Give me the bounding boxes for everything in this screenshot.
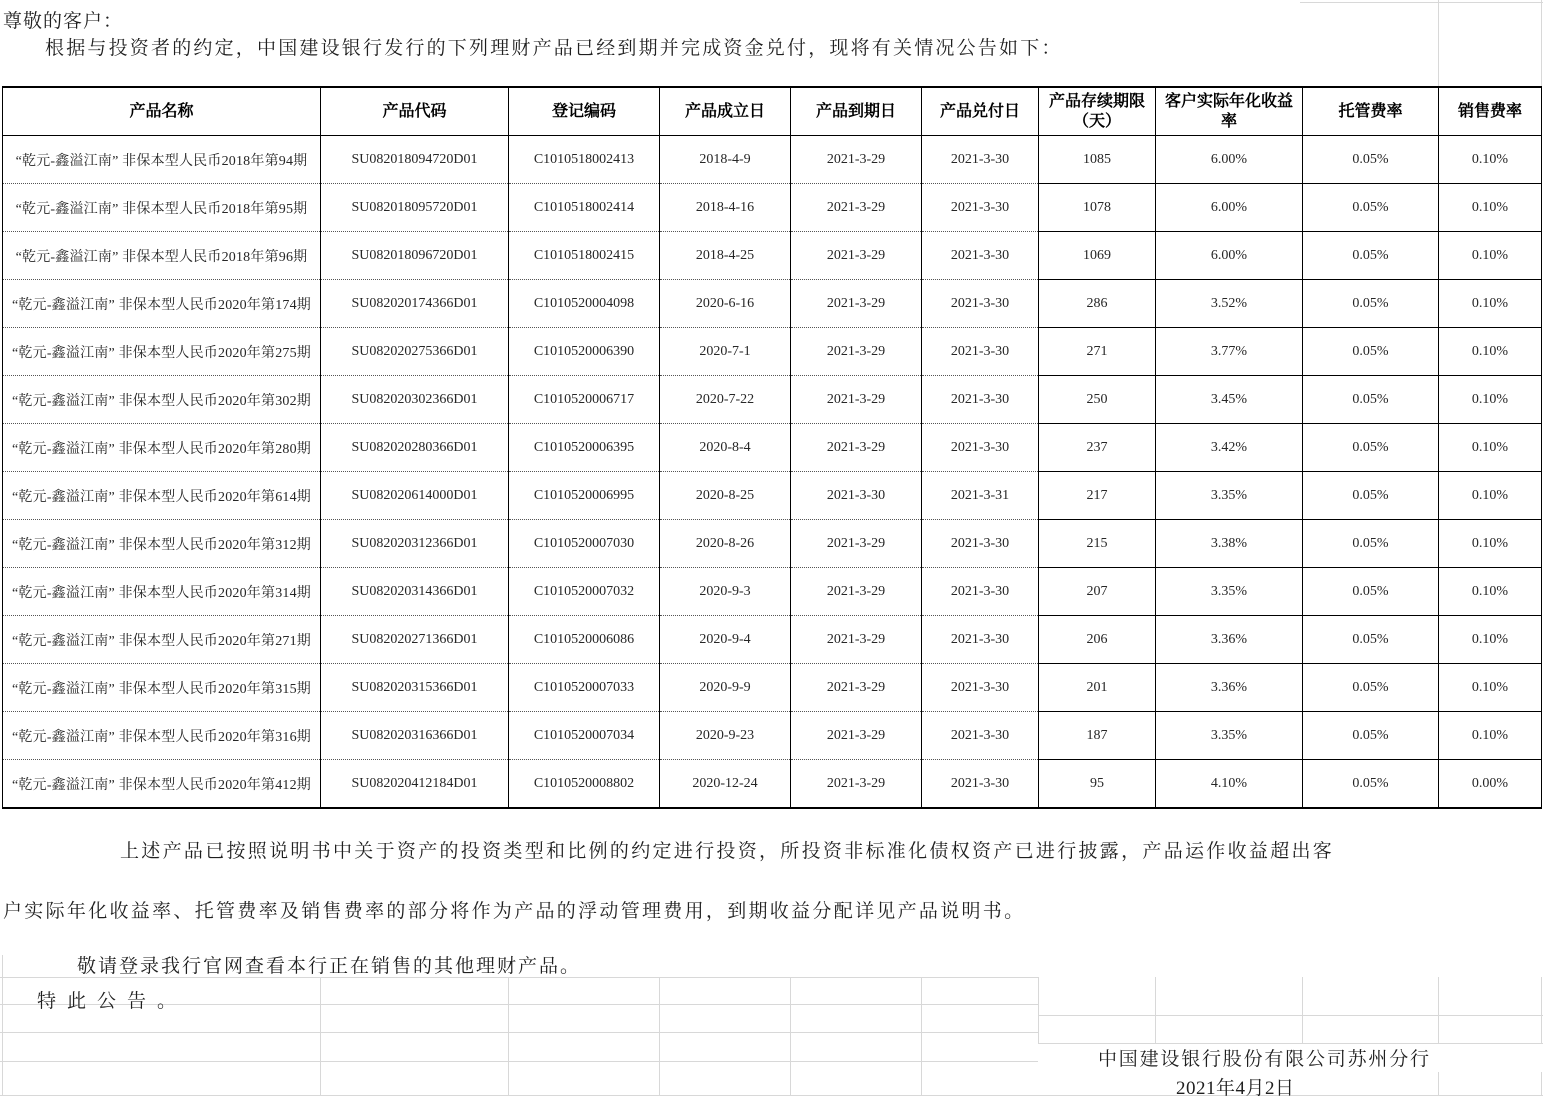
cell-name: “乾元-鑫溢江南” 非保本型人民币2020年第315期 (3, 664, 321, 712)
footer-closing: 特此公告。 (37, 991, 188, 1012)
cell-custody: 0.05% (1303, 376, 1439, 424)
products-table (2, 86, 1542, 809)
table-row (3, 184, 1542, 232)
cell-code: SU082020312366D01 (321, 520, 509, 568)
cell-sales: 0.10% (1439, 664, 1542, 712)
cell-reg: C1010520007030 (509, 520, 660, 568)
cell-start: 2020-6-16 (660, 280, 791, 328)
cell-start: 2018-4-16 (660, 184, 791, 232)
table-row (3, 280, 1542, 328)
cell-days: 237 (1039, 424, 1156, 472)
gridline-bottom-h-left-3 (0, 1032, 1038, 1033)
cell-days: 1085 (1039, 136, 1156, 184)
cell-reg: C1010520007033 (509, 664, 660, 712)
column-header-days: 产品存续期限 （天） (1039, 87, 1156, 136)
cell-code: SU082020412184D01 (321, 760, 509, 809)
column-header-name: 产品名称 (3, 87, 321, 136)
cell-sales: 0.10% (1439, 616, 1542, 664)
cell-days: 1078 (1039, 184, 1156, 232)
cell-name: “乾元-鑫溢江南” 非保本型人民币2018年第94期 (3, 136, 321, 184)
cell-name: “乾元-鑫溢江南” 非保本型人民币2020年第316期 (3, 712, 321, 760)
cell-start: 2020-7-22 (660, 376, 791, 424)
table-row (3, 760, 1542, 809)
gridline-bottom-v-4 (790, 977, 791, 1095)
cell-start: 2020-9-9 (660, 664, 791, 712)
table-row (3, 616, 1542, 664)
cell-reg: C1010520006086 (509, 616, 660, 664)
cell-days: 95 (1039, 760, 1156, 809)
cell-payment: 2021-3-30 (922, 664, 1039, 712)
cell-days: 206 (1039, 616, 1156, 664)
cell-payment: 2021-3-30 (922, 616, 1039, 664)
cell-maturity: 2021-3-29 (791, 184, 922, 232)
cell-payment: 2021-3-30 (922, 712, 1039, 760)
column-header-code: 产品代码 (321, 87, 509, 136)
gridline-bottom-v-8 (1302, 977, 1303, 1043)
cell-custody: 0.05% (1303, 760, 1439, 809)
cell-sales: 0.10% (1439, 136, 1542, 184)
cell-name: “乾元-鑫溢江南” 非保本型人民币2020年第275期 (3, 328, 321, 376)
cell-code: SU082020302366D01 (321, 376, 509, 424)
gridline-bottom-v-6 (1038, 977, 1039, 1043)
cell-sales: 0.10% (1439, 712, 1542, 760)
gridline-bottom-v-5 (921, 977, 922, 1095)
cell-start: 2018-4-25 (660, 232, 791, 280)
cell-maturity: 2021-3-29 (791, 424, 922, 472)
cell-reg: C1010520006395 (509, 424, 660, 472)
cell-maturity: 2021-3-29 (791, 328, 922, 376)
cell-sales: 0.00% (1439, 760, 1542, 809)
cell-yield: 3.77% (1156, 328, 1303, 376)
cell-maturity: 2021-3-29 (791, 136, 922, 184)
cell-custody: 0.05% (1303, 280, 1439, 328)
cell-name: “乾元-鑫溢江南” 非保本型人民币2020年第312期 (3, 520, 321, 568)
column-header-reg: 登记编码 (509, 87, 660, 136)
cell-payment: 2021-3-30 (922, 184, 1039, 232)
cell-reg: C1010518002413 (509, 136, 660, 184)
cell-code: SU082020174366D01 (321, 280, 509, 328)
cell-start: 2020-9-23 (660, 712, 791, 760)
cell-name: “乾元-鑫溢江南” 非保本型人民币2020年第314期 (3, 568, 321, 616)
cell-sales: 0.10% (1439, 520, 1542, 568)
cell-start: 2020-8-4 (660, 424, 791, 472)
cell-custody: 0.05% (1303, 232, 1439, 280)
cell-name: “乾元-鑫溢江南” 非保本型人民币2020年第280期 (3, 424, 321, 472)
cell-maturity: 2021-3-29 (791, 376, 922, 424)
gridline-bottom-v-9 (1438, 977, 1439, 1043)
cell-sales: 0.10% (1439, 328, 1542, 376)
cell-custody: 0.05% (1303, 328, 1439, 376)
table-body (3, 136, 1542, 809)
cell-yield: 3.35% (1156, 568, 1303, 616)
cell-custody: 0.05% (1303, 568, 1439, 616)
cell-name: “乾元-鑫溢江南” 非保本型人民币2018年第95期 (3, 184, 321, 232)
intro-text: 根据与投资者的约定，中国建设银行发行的下列理财产品已经到期并完成资金兑付，现将有关情况公告如下： (45, 38, 1063, 59)
cell-days: 250 (1039, 376, 1156, 424)
cell-yield: 3.45% (1156, 376, 1303, 424)
table-row (3, 712, 1542, 760)
salutation-text: 尊敬的客户： (3, 11, 124, 32)
cell-code: SU082020280366D01 (321, 424, 509, 472)
column-header-payment: 产品兑付日 (922, 87, 1039, 136)
table-header (3, 87, 1542, 136)
table-row (3, 520, 1542, 568)
cell-code: SU082020315366D01 (321, 664, 509, 712)
cell-custody: 0.05% (1303, 472, 1439, 520)
table-row (3, 136, 1542, 184)
gridline-bottom-v-1 (320, 977, 321, 1095)
cell-days: 271 (1039, 328, 1156, 376)
cell-name: “乾元-鑫溢江南” 非保本型人民币2020年第412期 (3, 760, 321, 809)
cell-custody: 0.05% (1303, 664, 1439, 712)
cell-reg: C1010520004098 (509, 280, 660, 328)
cell-payment: 2021-3-30 (922, 232, 1039, 280)
cell-name: “乾元-鑫溢江南” 非保本型人民币2020年第614期 (3, 472, 321, 520)
cell-custody: 0.05% (1303, 616, 1439, 664)
cell-name: “乾元-鑫溢江南” 非保本型人民币2018年第96期 (3, 232, 321, 280)
cell-yield: 3.42% (1156, 424, 1303, 472)
gridline-bottom-v-3 (659, 977, 660, 1095)
gridline-top-vertical-2 (1541, 0, 1542, 86)
gridline-bottom-h-right-1 (1038, 1015, 1543, 1016)
cell-days: 217 (1039, 472, 1156, 520)
cell-start: 2020-8-26 (660, 520, 791, 568)
cell-payment: 2021-3-30 (922, 376, 1039, 424)
cell-yield: 6.00% (1156, 232, 1303, 280)
cell-payment: 2021-3-30 (922, 328, 1039, 376)
gridline-top-horizontal (1300, 2, 1543, 3)
cell-days: 1069 (1039, 232, 1156, 280)
cell-sales: 0.10% (1439, 424, 1542, 472)
cell-custody: 0.05% (1303, 184, 1439, 232)
cell-reg: C1010520006390 (509, 328, 660, 376)
cell-yield: 3.35% (1156, 712, 1303, 760)
gridline-top-vertical-1 (1438, 0, 1439, 86)
cell-name: “乾元-鑫溢江南” 非保本型人民币2020年第174期 (3, 280, 321, 328)
cell-reg: C1010518002414 (509, 184, 660, 232)
footer-paragraph-line2: 户实际年化收益率、托管费率及销售费率的部分将作为产品的浮动管理费用，到期收益分配详见产品说明书。 (3, 901, 1026, 922)
cell-name: “乾元-鑫溢江南” 非保本型人民币2020年第271期 (3, 616, 321, 664)
gridline-bottom-v-0 (2, 955, 3, 1095)
cell-maturity: 2021-3-29 (791, 568, 922, 616)
cell-yield: 3.38% (1156, 520, 1303, 568)
cell-code: SU082020614000D01 (321, 472, 509, 520)
column-header-yield: 客户实际年化收益 率 (1156, 87, 1303, 136)
cell-yield: 6.00% (1156, 136, 1303, 184)
cell-code: SU082020275366D01 (321, 328, 509, 376)
cell-code: SU082020316366D01 (321, 712, 509, 760)
cell-days: 201 (1039, 664, 1156, 712)
cell-days: 187 (1039, 712, 1156, 760)
cell-reg: C1010520007034 (509, 712, 660, 760)
cell-name: “乾元-鑫溢江南” 非保本型人民币2020年第302期 (3, 376, 321, 424)
cell-payment: 2021-3-30 (922, 760, 1039, 809)
cell-maturity: 2021-3-29 (791, 232, 922, 280)
cell-code: SU082018095720D01 (321, 184, 509, 232)
cell-maturity: 2021-3-29 (791, 664, 922, 712)
cell-sales: 0.10% (1439, 376, 1542, 424)
table-row (3, 664, 1542, 712)
signature-bank-name: 中国建设银行股份有限公司苏州分行 (1098, 1049, 1431, 1070)
cell-sales: 0.10% (1439, 280, 1542, 328)
cell-payment: 2021-3-30 (922, 136, 1039, 184)
table-row (3, 232, 1542, 280)
table-row (3, 472, 1542, 520)
cell-days: 215 (1039, 520, 1156, 568)
cell-code: SU082018096720D01 (321, 232, 509, 280)
cell-custody: 0.05% (1303, 136, 1439, 184)
cell-reg: C1010520006995 (509, 472, 660, 520)
cell-start: 2020-9-3 (660, 568, 791, 616)
cell-sales: 0.10% (1439, 232, 1542, 280)
cell-sales: 0.10% (1439, 184, 1542, 232)
table-row (3, 424, 1542, 472)
column-header-start: 产品成立日 (660, 87, 791, 136)
cell-start: 2020-9-4 (660, 616, 791, 664)
gridline-bottom-h-full (0, 1095, 1543, 1096)
cell-maturity: 2021-3-29 (791, 280, 922, 328)
gridline-bottom-v-12 (1541, 1072, 1542, 1095)
cell-reg: C1010520006717 (509, 376, 660, 424)
cell-maturity: 2021-3-29 (791, 760, 922, 809)
table-row (3, 328, 1542, 376)
cell-maturity: 2021-3-30 (791, 472, 922, 520)
cell-yield: 3.36% (1156, 664, 1303, 712)
cell-maturity: 2021-3-29 (791, 712, 922, 760)
cell-sales: 0.10% (1439, 568, 1542, 616)
gridline-bottom-v-10 (1438, 1072, 1439, 1095)
cell-yield: 3.35% (1156, 472, 1303, 520)
gridline-bottom-h-left-4 (0, 1061, 1038, 1062)
cell-yield: 4.10% (1156, 760, 1303, 809)
cell-payment: 2021-3-30 (922, 568, 1039, 616)
cell-custody: 0.05% (1303, 520, 1439, 568)
cell-sales: 0.10% (1439, 472, 1542, 520)
cell-start: 2018-4-9 (660, 136, 791, 184)
gridline-bottom-v-2 (508, 977, 509, 1095)
footer-paragraph-line1: 上述产品已按照说明书中关于资产的投资类型和比例的约定进行投资，所投资非标准化债权资产已进行披露，产品运作收益超出客 (120, 841, 1335, 862)
cell-yield: 3.52% (1156, 280, 1303, 328)
cell-days: 207 (1039, 568, 1156, 616)
cell-maturity: 2021-3-29 (791, 616, 922, 664)
cell-payment: 2021-3-31 (922, 472, 1039, 520)
cell-days: 286 (1039, 280, 1156, 328)
cell-code: SU082020271366D01 (321, 616, 509, 664)
cell-reg: C1010520007032 (509, 568, 660, 616)
cell-start: 2020-7-1 (660, 328, 791, 376)
footer-note: 敬请登录我行官网查看本行正在销售的其他理财产品。 (77, 956, 582, 977)
cell-start: 2020-8-25 (660, 472, 791, 520)
cell-reg: C1010520008802 (509, 760, 660, 809)
column-header-custody: 托管费率 (1303, 87, 1439, 136)
cell-start: 2020-12-24 (660, 760, 791, 809)
gridline-bottom-v-7 (1155, 977, 1156, 1043)
table-row (3, 376, 1542, 424)
cell-code: SU082018094720D01 (321, 136, 509, 184)
cell-yield: 3.36% (1156, 616, 1303, 664)
cell-custody: 0.05% (1303, 424, 1439, 472)
table-row (3, 568, 1542, 616)
cell-maturity: 2021-3-29 (791, 520, 922, 568)
cell-custody: 0.05% (1303, 712, 1439, 760)
cell-payment: 2021-3-30 (922, 424, 1039, 472)
cell-reg: C1010518002415 (509, 232, 660, 280)
signature-date: 2021年4月2日 (1176, 1078, 1295, 1099)
column-header-sales: 销售费率 (1439, 87, 1542, 136)
column-header-maturity: 产品到期日 (791, 87, 922, 136)
table-header-row (3, 87, 1542, 136)
cell-payment: 2021-3-30 (922, 280, 1039, 328)
cell-yield: 6.00% (1156, 184, 1303, 232)
gridline-bottom-v-11 (1541, 977, 1542, 1043)
cell-code: SU082020314366D01 (321, 568, 509, 616)
cell-payment: 2021-3-30 (922, 520, 1039, 568)
